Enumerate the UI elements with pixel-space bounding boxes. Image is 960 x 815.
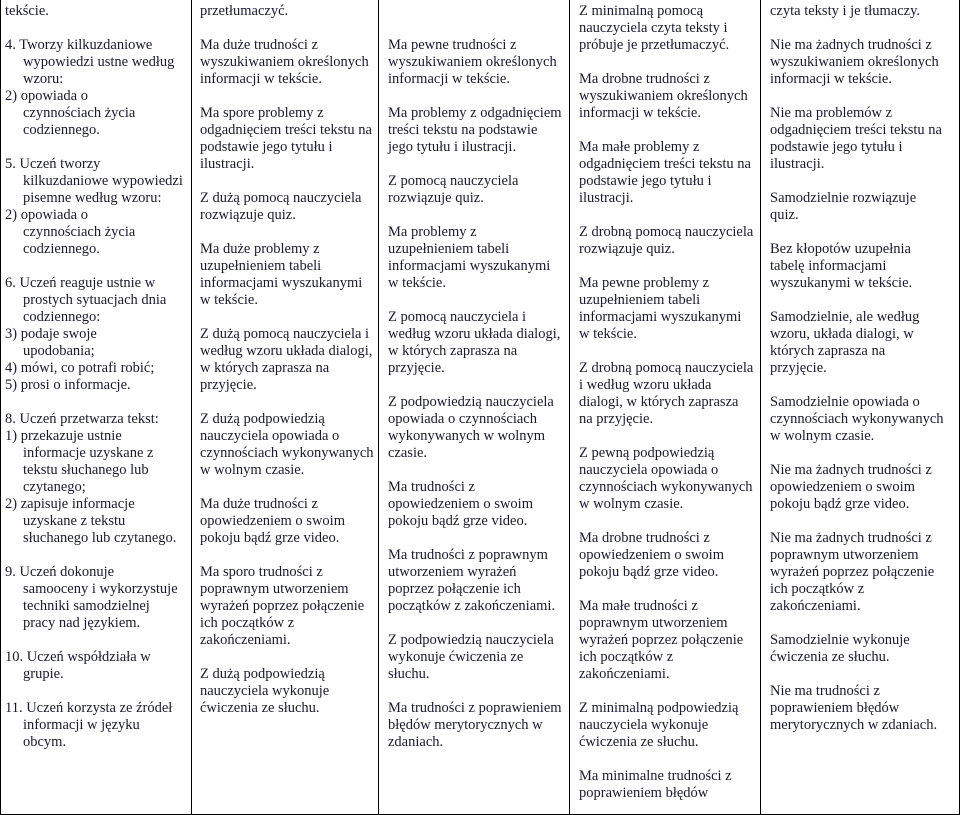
cell-text-line: zakończeniami. [770,598,861,614]
cell-text-line: Samodzielnie opowiada o [770,394,920,410]
cell-paragraph [770,530,960,615]
cell-text-line: Ma trudności z [388,479,475,495]
cell-paragraph [388,105,569,156]
cell-text-line: opowiedzeniem o swoim [200,513,345,529]
cell-paragraph [770,241,960,292]
cell-text-line: Ma pewne problemy z [579,275,710,291]
cell-text-line: ich początków z [200,615,295,631]
cell-text-line: Z drobną pomocą nauczyciela [579,224,754,240]
cell-text-line: informacje uzyskane z [23,445,154,461]
cell-paragraph [200,241,378,309]
cell-paragraph [200,105,378,173]
cell-paragraph [770,683,960,734]
cell-text-line: i według wzoru układa [579,377,712,393]
cell-text-line: wzoru, układa dialogi, w [770,326,914,342]
cell-text-line: kilkuzdaniowe wypowiedzi [23,173,183,189]
cell-text-line: rozwiązuje quiz. [200,207,296,223]
cell-text-line: przyjęcie. [200,377,257,393]
cell-text-line: w których zaprasza na [388,343,518,359]
cell-text-line: Ma pewne trudności z [388,37,517,53]
cell-text-line: Ma minimalne trudności z [579,768,732,784]
cell-text-line: czynnościach życia [23,105,136,121]
cell-text-line: tekstu słuchanego lub [23,462,149,478]
cell-text-line: opowiedzeniem o swoim [770,479,915,495]
cell-text-line: Samodzielnie, ale według [770,309,920,325]
cell-paragraph [388,547,569,615]
cell-text-line: opowiedzeniem o swoim [388,496,533,512]
cell-text-line: Z pewną podpowiedzią [579,445,715,461]
cell-text-line: pokoju bądź grze video. [770,496,910,512]
cell-text-line: odgadnięciem treści tekstu na [770,122,942,138]
cell-text-line: ilustracji. [200,156,255,172]
cell-text-line: Ma duże trudności z [200,496,318,512]
cell-text-line: Ma trudności z poprawnym [388,547,548,563]
cell-text-line: w tekście. [579,326,637,342]
cell-text-line: podstawie jego tytułu i [200,139,333,155]
cell-text-line: codziennego: [23,309,101,325]
cell-text-line: 8. Uczeń przetwarza tekst: [5,411,159,427]
cell-text-line: 2) zapisuje informacje [5,496,135,512]
cell-text-line: poprawnym utworzeniem [200,581,349,597]
cell-paragraph [5,156,191,258]
cell-text-line: w których zaprasza na [200,360,330,376]
cell-text-line: prostych sytuacjach dnia [23,292,167,308]
cell-text-line: początków z zakończeniami. [388,598,556,614]
cell-paragraph [200,190,378,224]
cell-text-line: słuchu. [388,666,430,682]
cell-text-line: 5. Uczeń tworzy [5,156,101,172]
cell-text-line: 9. Uczeń dokonuje [5,564,115,580]
column-grade-4 [570,0,760,815]
cell-text-line: Ma sporo trudności z [200,564,323,580]
cell-text-line: poprawnym utworzeniem [579,615,728,631]
cell-text-line: wyszukiwaniem określonych [200,54,369,70]
cell-paragraph [388,173,569,207]
cell-text-line: grupie. [23,666,64,682]
cell-text-line: w wolnym czasie. [770,428,875,444]
cell-text-line: 10. Uczeń współdziała w [5,649,151,665]
cell-text-line: pisemne według wzoru: [23,190,162,206]
cell-paragraph [770,105,960,173]
cell-text-line: nauczyciela wykonuje [579,717,709,733]
cell-text-line: Ma problemy z [388,224,477,240]
cell-text-line: informacji w języku [23,717,140,733]
cell-text-line: treści tekstu na podstawie [388,122,538,138]
cell-paragraph [579,445,760,513]
cell-paragraph [200,666,378,717]
cell-text-line: Ma trudności z poprawieniem [388,700,562,716]
cell-text-line: wyszukiwaniem określonych [388,54,557,70]
cell-text-line: pracy nad językiem. [23,615,141,631]
column-divider [378,0,379,815]
cell-text-line: 4) mówi, co potrafi robić; [5,360,155,376]
cell-text-line: Ma spore problemy z [200,105,324,121]
cell-paragraph [5,564,191,632]
cell-text-line: Z pomocą nauczyciela i [388,309,527,325]
cell-text-line: rozwiązuje quiz. [388,190,484,206]
cell-text-line: 3) podaje swoje [5,326,97,342]
cell-text-line: 4. Tworzy kilkuzdaniowe [5,37,153,53]
cell-text-line: uzupełnieniem tabeli [388,241,510,257]
cell-paragraph [388,3,569,20]
column-divider [760,0,761,815]
blank-line [388,3,569,20]
cell-text-line: upodobania; [23,343,95,359]
cell-text-line: podstawie jego tytułu i [579,173,712,189]
cell-paragraph [200,564,378,649]
cell-text-line: nauczyciela opowiada o [200,428,340,444]
cell-text-line: próbuje je przetłumaczyć. [579,37,730,53]
cell-text-line: na przyjęcie. [579,411,654,427]
cell-text-line: w tekście. [200,292,258,308]
cell-text-line: informacji w tekście. [770,71,892,87]
cell-text-line: Ma duże problemy z [200,241,320,257]
cell-paragraph [770,3,960,20]
cell-text-line: Nie ma żadnych trudności z [770,462,932,478]
cell-text-line: przetłumaczyć. [200,3,289,19]
cell-paragraph [388,700,569,751]
cell-text-line: poprawieniem błędów [770,700,900,716]
cell-paragraph [579,275,760,343]
cell-text-line: Z dużą podpowiedzią [200,411,325,427]
cell-paragraph [770,37,960,88]
cell-text-line: wyszukiwaniem określonych [579,88,748,104]
cell-text-line: codziennego. [23,122,100,138]
cell-text-line: wyrażeń poprzez połączenie [770,564,935,580]
cell-text-line: wykonuje ćwiczenia ze [388,649,524,665]
cell-text-line: ćwiczenia ze słuchu. [579,734,699,750]
cell-text-line: Samodzielnie rozwiązuje [770,190,917,206]
cell-text-line: podstawie jego tytułu i [770,139,903,155]
cell-text-line: zdaniach. [388,734,444,750]
cell-text-line: 2) opowiada o [5,88,88,104]
cell-paragraph [579,360,760,428]
cell-text-line: wyszukiwaniem określonych [770,54,939,70]
cell-text-line: według wzoru układa dialogi, [200,343,373,359]
cell-text-line: ćwiczenia ze słuchu. [770,649,890,665]
cell-text-line: opowiada o czynnościach [388,411,537,427]
cell-paragraph [5,275,191,394]
cell-text-line: pokoju bądź grze video. [200,530,340,546]
cell-text-line: 2) opowiada o [5,207,88,223]
cell-text-line: wypowiedzi ustne według [23,54,175,70]
cell-text-line: przyjęcie. [770,360,827,376]
table-border-left [0,0,1,815]
cell-text-line: techniki samodzielnej [23,598,150,614]
cell-text-line: zakończeniami. [200,632,291,648]
cell-text-line: wyszukanymi w tekście. [770,275,913,291]
cell-text-line: w wolnym czasie. [200,462,305,478]
cell-paragraph [5,411,191,547]
cell-text-line: utworzeniem wyrażeń [388,564,517,580]
cell-paragraph [200,326,378,394]
cell-text-line: informacji w tekście. [200,71,322,87]
cell-text-line: nauczyciela wykonuje [200,683,330,699]
cell-text-line: czynnościach życia [23,224,136,240]
cell-paragraph [579,3,760,54]
cell-text-line: informacjami wyszukanymi [200,275,363,291]
cell-text-line: Ma problemy z odgadnięciem [388,105,562,121]
cell-text-line: Samodzielnie wykonuje [770,632,910,648]
cell-text-line: quiz. [770,207,799,223]
cell-text-line: dialogi, w których zaprasza [579,394,739,410]
cell-text-line: Z podpowiedzią nauczyciela [388,394,554,410]
cell-paragraph [579,530,760,581]
cell-paragraph [770,190,960,224]
cell-text-line: poprawieniem błędów [579,785,709,801]
cell-text-line: Z minimalną podpowiedzią [579,700,739,716]
cell-text-line: odgadnięciem treści tekstu na [200,122,372,138]
cell-paragraph [5,37,191,139]
cell-text-line: czynnościach wykonywanych [579,479,753,495]
cell-paragraph [5,649,191,683]
column-grade-3 [379,0,569,815]
cell-text-line: informacji w tekście. [579,105,701,121]
cell-text-line: Nie ma żadnych trudności z [770,37,932,53]
cell-paragraph [770,394,960,445]
cell-paragraph [770,309,960,377]
cell-text-line: Nie ma żadnych trudności z [770,530,932,546]
cell-text-line: ich początków z [579,649,674,665]
cell-text-line: Bez kłopotów uzupełnia [770,241,911,257]
cell-text-line: według wzoru układa dialogi, [388,326,561,342]
cell-text-line: obcym. [23,734,67,750]
column-divider [191,0,192,815]
cell-text-line: pokoju bądź grze video. [388,513,528,529]
cell-text-line: słuchanego lub czytanego. [23,530,177,546]
cell-text-line: wzoru: [23,71,64,87]
cell-paragraph [5,3,191,20]
cell-text-line: informacji w tekście. [388,71,510,87]
cell-text-line: uzupełnieniem tabeli [579,292,701,308]
cell-paragraph [5,700,191,751]
cell-text-line: Z drobną pomocą nauczyciela [579,360,754,376]
cell-text-line: błędów merytorycznych w [388,717,543,733]
column-grade-5 [761,0,960,815]
column-grade-2 [192,0,378,815]
cell-text-line: ilustracji. [770,156,825,172]
cell-paragraph [579,700,760,751]
cell-paragraph [388,309,569,377]
cell-text-line: których zaprasza na [770,343,886,359]
cell-text-line: Z pomocą nauczyciela [388,173,519,189]
cell-text-line: Ma drobne trudności z [579,530,710,546]
cell-paragraph [200,37,378,88]
cell-paragraph [770,462,960,513]
cell-text-line: 1) przekazuje ustnie [5,428,122,444]
cell-text-line: merytorycznych w zdaniach. [770,717,938,733]
cell-text-line: informacjami wyszukanymi [579,309,742,325]
cell-text-line: wyrażeń poprzez połączenie [579,632,744,648]
cell-text-line: Nie ma problemów z [770,105,893,121]
cell-text-line: nauczyciela opowiada o [579,462,719,478]
cell-text-line: wyrażeń poprzez połączenie [200,598,365,614]
cell-text-line: ćwiczenia ze słuchu. [200,700,320,716]
cell-text-line: czytanego; [23,479,86,495]
cell-text-line: Z podpowiedzią nauczyciela [388,632,554,648]
cell-text-line: ilustracji. [579,190,634,206]
cell-text-line: zakończeniami. [579,666,670,682]
cell-text-line: w wolnym czasie. [579,496,684,512]
cell-text-line: uzupełnieniem tabeli [200,258,322,274]
cell-text-line: czynnościach wykonywanych [770,411,944,427]
cell-text-line: 11. Uczeń korzysta ze źródeł [5,700,173,716]
cell-text-line: tabelę informacjami [770,258,887,274]
cell-text-line: nauczyciela czyta teksty i [579,20,728,36]
cell-paragraph [200,3,378,20]
cell-paragraph [200,496,378,547]
cell-text-line: 6. Uczeń reaguje ustnie w [5,275,156,291]
cell-paragraph [579,598,760,683]
cell-text-line: poprzez połączenie ich [388,581,521,597]
cell-text-line: Z dużą pomocą nauczyciela i [200,326,370,342]
cell-text-line: Z dużą podpowiedzią [200,666,325,682]
cell-paragraph [388,224,569,292]
cell-paragraph [388,394,569,462]
cell-text-line: Ma małe problemy z [579,139,700,155]
cell-paragraph [200,411,378,479]
cell-text-line: Ma duże trudności z [200,37,318,53]
cell-text-line: czasie. [388,445,428,461]
cell-text-line: rozwiązuje quiz. [579,241,675,257]
cell-text-line: jego tytułu i ilustracji. [388,139,517,155]
cell-text-line: czynnościach wykonywanych [200,445,374,461]
column-requirements [1,0,191,815]
cell-text-line: uzyskane z tekstu [23,513,126,529]
cell-text-line: opowiedzeniem o swoim [579,547,724,563]
cell-text-line: poprawnym utworzeniem [770,547,919,563]
cell-text-line: czyta teksty i je tłumaczy. [770,3,921,19]
cell-paragraph [770,632,960,666]
cell-text-line: przyjęcie. [388,360,445,376]
cell-text-line: Z minimalną pomocą [579,3,704,19]
cell-text-line: codziennego. [23,241,100,257]
cell-text-line: w tekście. [388,275,446,291]
cell-text-line: Nie ma trudności z [770,683,880,699]
cell-text-line: ich początków z [770,581,865,597]
cell-text-line: Ma małe trudności z [579,598,698,614]
cell-text-line: 5) prosi o informacje. [5,377,131,393]
cell-paragraph [579,768,760,802]
cell-paragraph [388,479,569,530]
cell-text-line: wykonywanych w wolnym [388,428,546,444]
cell-text-line: Z dużą pomocą nauczyciela [200,190,362,206]
cell-paragraph [579,139,760,207]
cell-text-line: samooceny i wykorzystuje [23,581,178,597]
cell-paragraph [579,71,760,122]
cell-paragraph [388,37,569,88]
cell-text-line: tekście. [5,3,49,19]
cell-text-line: odgadnięciem treści tekstu na [579,156,751,172]
cell-text-line: Ma drobne trudności z [579,71,710,87]
cell-paragraph [388,632,569,683]
cell-text-line: informacjami wyszukanymi [388,258,551,274]
cell-paragraph [579,224,760,258]
cell-text-line: pokoju bądź grze video. [579,564,719,580]
column-divider [569,0,570,815]
